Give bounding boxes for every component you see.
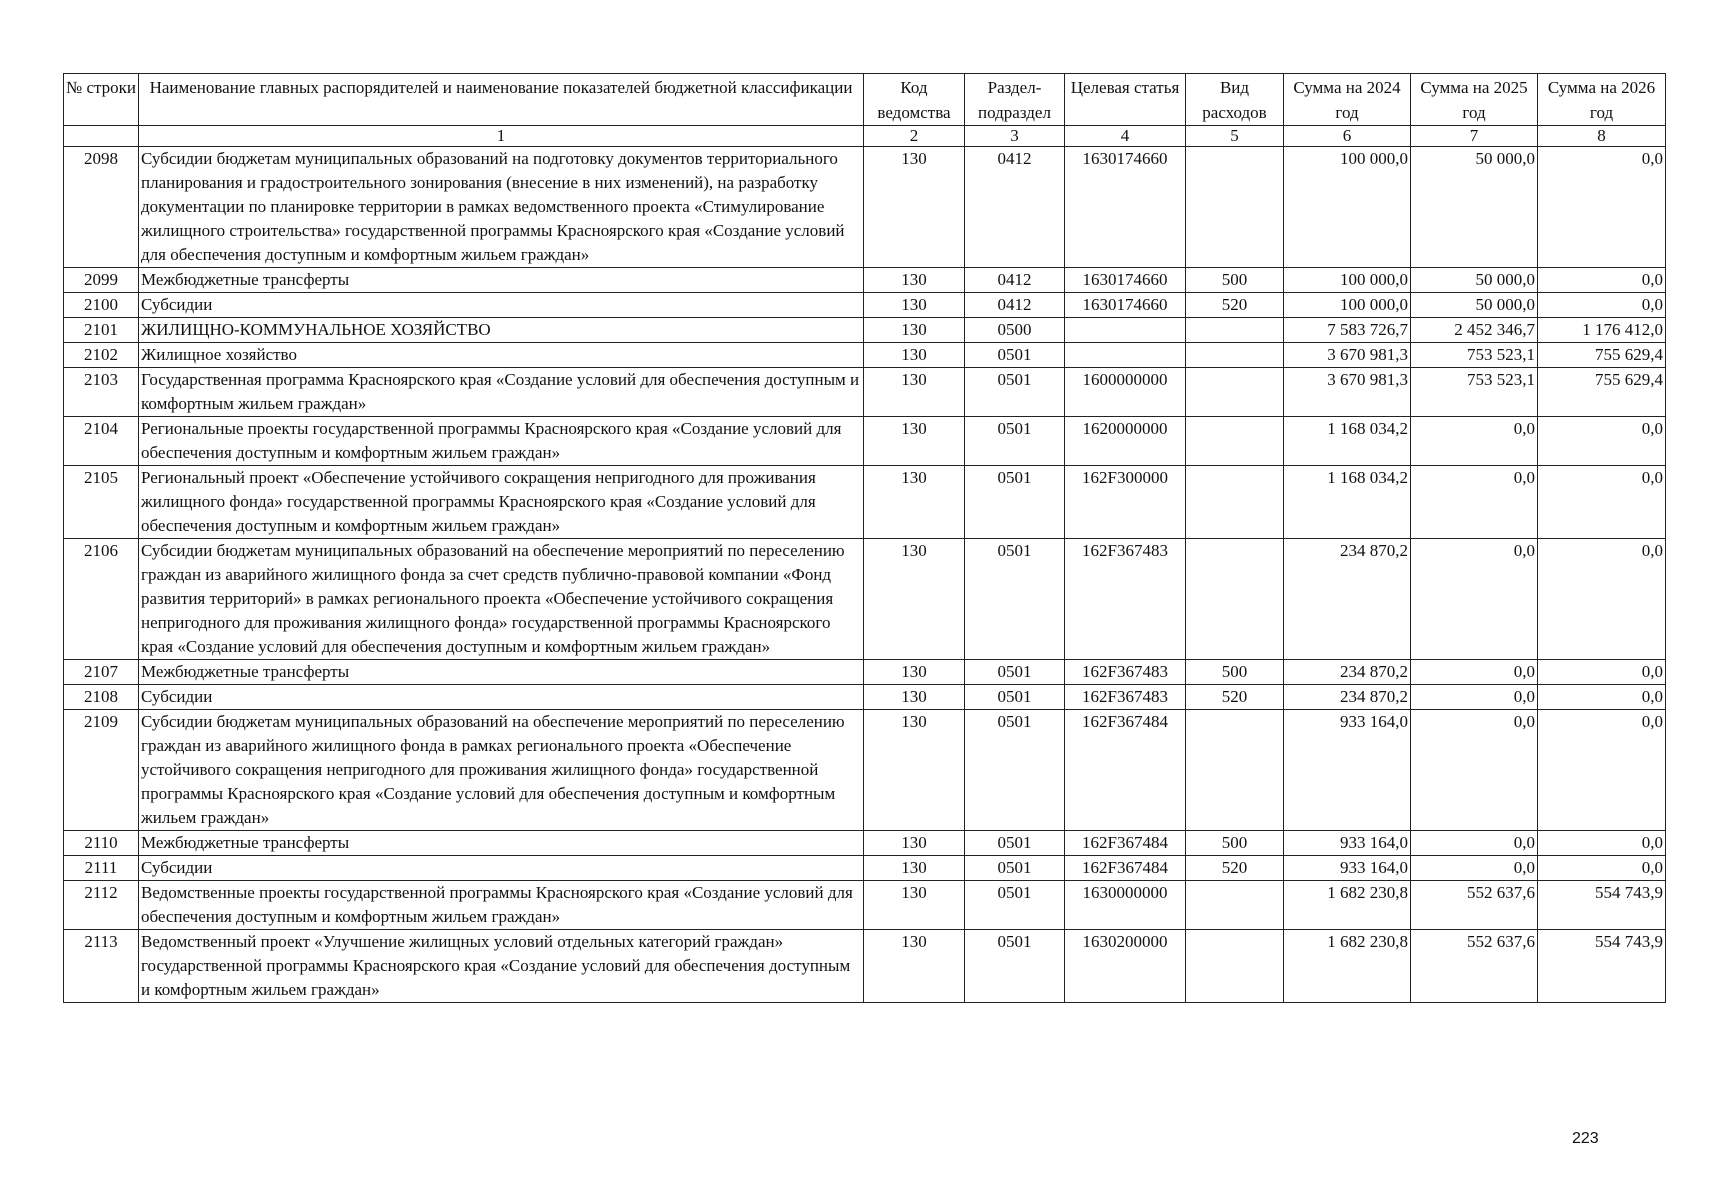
amount-2026: 0,0 [1538, 147, 1666, 268]
amount-2026: 0,0 [1538, 268, 1666, 293]
expense-type [1186, 881, 1284, 930]
amount-2025: 0,0 [1411, 710, 1538, 831]
table-row [64, 685, 1666, 710]
expense-type [1186, 539, 1284, 660]
column-number: 6 [1284, 126, 1411, 147]
department-code: 130 [864, 417, 965, 466]
target-article: 162F367483 [1065, 685, 1186, 710]
amount-2024: 100 000,0 [1284, 147, 1411, 268]
amount-2024: 234 870,2 [1284, 660, 1411, 685]
row-number: 2102 [64, 343, 139, 368]
column-number: 8 [1538, 126, 1666, 147]
section-code: 0501 [965, 466, 1065, 539]
row-number: 2110 [64, 831, 139, 856]
target-article [1065, 318, 1186, 343]
amount-2026: 0,0 [1538, 293, 1666, 318]
amount-2024: 3 670 981,3 [1284, 343, 1411, 368]
section-code: 0501 [965, 930, 1065, 1003]
amount-2026: 0,0 [1538, 831, 1666, 856]
header-cell: Вид расходов [1186, 74, 1284, 126]
row-number: 2109 [64, 710, 139, 831]
department-code: 130 [864, 930, 965, 1003]
column-number [64, 126, 139, 147]
amount-2025: 0,0 [1411, 685, 1538, 710]
table-row [64, 368, 1666, 417]
amount-2026: 755 629,4 [1538, 368, 1666, 417]
department-code: 130 [864, 539, 965, 660]
amount-2025: 552 637,6 [1411, 930, 1538, 1003]
column-number: 1 [139, 126, 864, 147]
target-article: 1630174660 [1065, 147, 1186, 268]
row-number: 2099 [64, 268, 139, 293]
amount-2025: 2 452 346,7 [1411, 318, 1538, 343]
section-code: 0501 [965, 710, 1065, 831]
target-article: 162F367483 [1065, 539, 1186, 660]
department-code: 130 [864, 881, 965, 930]
expense-type [1186, 368, 1284, 417]
table-row [64, 268, 1666, 293]
row-name: Субсидии [139, 293, 864, 318]
expense-type: 520 [1186, 293, 1284, 318]
table-row [64, 660, 1666, 685]
amount-2026: 0,0 [1538, 685, 1666, 710]
expense-type: 520 [1186, 685, 1284, 710]
amount-2025: 50 000,0 [1411, 268, 1538, 293]
section-code: 0501 [965, 539, 1065, 660]
department-code: 130 [864, 318, 965, 343]
amount-2025: 753 523,1 [1411, 343, 1538, 368]
row-number: 2098 [64, 147, 139, 268]
table-row [64, 293, 1666, 318]
row-name: Субсидии бюджетам муниципальных образований на обеспечение мероприятий по переселению граждан из аварийного жилищного фонда за счет средств публично-правовой компании «Фонд развития территорий» в рамках регионального проекта «Обеспечение устойчивого сокращения непригодного для проживания жилищного фонда» государственной программы Красноярского края «Создание условий для обеспечения доступным и комфортным жильем граждан» [139, 539, 864, 660]
row-name: Субсидии бюджетам муниципальных образований на подготовку документов территориального планирования и градостроительного зонирования (внесение в них изменений), на разработку документации по планировке территории в рамках ведомственного проекта «Стимулирование жилищного строительства» государственной программы Красноярского края «Создание условий для обеспечения доступным и комфортным жильем граждан» [139, 147, 864, 268]
amount-2025: 0,0 [1411, 660, 1538, 685]
row-number: 2105 [64, 466, 139, 539]
expense-type [1186, 710, 1284, 831]
amount-2024: 234 870,2 [1284, 685, 1411, 710]
department-code: 130 [864, 368, 965, 417]
row-name: Государственная программа Красноярского края «Создание условий для обеспечения доступным и комфортным жильем граждан» [139, 368, 864, 417]
row-name: Субсидии [139, 856, 864, 881]
amount-2025: 50 000,0 [1411, 147, 1538, 268]
column-number: 4 [1065, 126, 1186, 147]
section-code: 0501 [965, 831, 1065, 856]
table-row [64, 343, 1666, 368]
expense-type [1186, 147, 1284, 268]
row-name: Межбюджетные трансферты [139, 660, 864, 685]
target-article: 162F367484 [1065, 831, 1186, 856]
row-name: Региональные проекты государственной программы Красноярского края «Создание условий для обеспечения доступным и комфортным жильем граждан» [139, 417, 864, 466]
row-number: 2108 [64, 685, 139, 710]
target-article: 162F367484 [1065, 856, 1186, 881]
amount-2024: 1 168 034,2 [1284, 466, 1411, 539]
amount-2025: 0,0 [1411, 831, 1538, 856]
row-number: 2101 [64, 318, 139, 343]
department-code: 130 [864, 710, 965, 831]
target-article: 1630174660 [1065, 268, 1186, 293]
target-article [1065, 343, 1186, 368]
header-cell: Сумма на 2024 год [1284, 74, 1411, 126]
page-number: 223 [1572, 1130, 1599, 1147]
table-row [64, 147, 1666, 268]
amount-2025: 0,0 [1411, 417, 1538, 466]
column-number: 2 [864, 126, 965, 147]
amount-2024: 7 583 726,7 [1284, 318, 1411, 343]
header-cell: Целевая статья [1065, 74, 1186, 126]
header-row [64, 74, 1666, 126]
amount-2026: 0,0 [1538, 417, 1666, 466]
amount-2025: 552 637,6 [1411, 881, 1538, 930]
expense-type [1186, 930, 1284, 1003]
department-code: 130 [864, 293, 965, 318]
row-name: Жилищное хозяйство [139, 343, 864, 368]
amount-2026: 1 176 412,0 [1538, 318, 1666, 343]
amount-2025: 0,0 [1411, 466, 1538, 539]
amount-2024: 100 000,0 [1284, 293, 1411, 318]
row-name: Межбюджетные трансферты [139, 831, 864, 856]
section-code: 0501 [965, 660, 1065, 685]
row-name: ЖИЛИЩНО-КОММУНАЛЬНОЕ ХОЗЯЙСТВО [139, 318, 864, 343]
amount-2026: 0,0 [1538, 466, 1666, 539]
table-body [64, 147, 1666, 1003]
row-number: 2107 [64, 660, 139, 685]
table-row [64, 831, 1666, 856]
amount-2026: 0,0 [1538, 660, 1666, 685]
table-row [64, 539, 1666, 660]
amount-2024: 1 682 230,8 [1284, 930, 1411, 1003]
row-name: Межбюджетные трансферты [139, 268, 864, 293]
target-article: 1630200000 [1065, 930, 1186, 1003]
expense-type: 520 [1186, 856, 1284, 881]
row-name: Ведомственные проекты государственной программы Красноярского края «Создание условий для обеспечения доступным и комфортным жильем граждан» [139, 881, 864, 930]
row-number: 2111 [64, 856, 139, 881]
header-cell: Код ведомства [864, 74, 965, 126]
target-article: 1630000000 [1065, 881, 1186, 930]
department-code: 130 [864, 831, 965, 856]
amount-2026: 755 629,4 [1538, 343, 1666, 368]
column-number: 3 [965, 126, 1065, 147]
amount-2025: 753 523,1 [1411, 368, 1538, 417]
budget-table [63, 73, 1666, 1003]
row-name: Региональный проект «Обеспечение устойчивого сокращения непригодного для проживания жилищного фонда» государственной программы Красноярского края «Создание условий для обеспечения доступным и комфортным жильем граждан» [139, 466, 864, 539]
department-code: 130 [864, 343, 965, 368]
target-article: 162F367484 [1065, 710, 1186, 831]
header-cell: Сумма на 2025 год [1411, 74, 1538, 126]
column-number-row [64, 126, 1666, 147]
target-article: 1620000000 [1065, 417, 1186, 466]
expense-type: 500 [1186, 268, 1284, 293]
table-row [64, 318, 1666, 343]
section-code: 0500 [965, 318, 1065, 343]
row-number: 2112 [64, 881, 139, 930]
target-article: 1630174660 [1065, 293, 1186, 318]
expense-type [1186, 417, 1284, 466]
target-article: 162F367483 [1065, 660, 1186, 685]
column-number: 7 [1411, 126, 1538, 147]
amount-2025: 0,0 [1411, 539, 1538, 660]
department-code: 130 [864, 268, 965, 293]
expense-type [1186, 318, 1284, 343]
amount-2025: 50 000,0 [1411, 293, 1538, 318]
amount-2026: 0,0 [1538, 710, 1666, 831]
expense-type: 500 [1186, 831, 1284, 856]
amount-2026: 0,0 [1538, 856, 1666, 881]
table-row [64, 930, 1666, 1003]
expense-type [1186, 466, 1284, 539]
section-code: 0501 [965, 685, 1065, 710]
amount-2024: 3 670 981,3 [1284, 368, 1411, 417]
amount-2024: 1 682 230,8 [1284, 881, 1411, 930]
amount-2024: 933 164,0 [1284, 710, 1411, 831]
row-name: Ведомственный проект «Улучшение жилищных условий отдельных категорий граждан» государственной программы Красноярского края «Создание условий для обеспечения доступным и комфортным жильем граждан» [139, 930, 864, 1003]
section-code: 0501 [965, 417, 1065, 466]
amount-2026: 554 743,9 [1538, 881, 1666, 930]
section-code: 0501 [965, 343, 1065, 368]
department-code: 130 [864, 660, 965, 685]
table-row [64, 881, 1666, 930]
amount-2024: 1 168 034,2 [1284, 417, 1411, 466]
row-number: 2106 [64, 539, 139, 660]
department-code: 130 [864, 856, 965, 881]
header-cell: Раздел-подраздел [965, 74, 1065, 126]
table-row [64, 466, 1666, 539]
department-code: 130 [864, 147, 965, 268]
row-number: 2100 [64, 293, 139, 318]
row-number: 2104 [64, 417, 139, 466]
department-code: 130 [864, 466, 965, 539]
amount-2025: 0,0 [1411, 856, 1538, 881]
row-name: Субсидии бюджетам муниципальных образований на обеспечение мероприятий по переселению граждан из аварийного жилищного фонда в рамках регионального проекта «Обеспечение устойчивого сокращения непригодного для проживания жилищного фонда» государственной программы Красноярского края «Создание условий для обеспечения доступным и комфортным жильем граждан» [139, 710, 864, 831]
column-number: 5 [1186, 126, 1284, 147]
section-code: 0501 [965, 856, 1065, 881]
row-number: 2113 [64, 930, 139, 1003]
amount-2024: 933 164,0 [1284, 831, 1411, 856]
header-cell: Наименование главных распорядителей и наименование показателей бюджетной классификации [139, 74, 864, 126]
section-code: 0501 [965, 881, 1065, 930]
expense-type [1186, 343, 1284, 368]
section-code: 0412 [965, 293, 1065, 318]
header-cell: № строки [64, 74, 139, 126]
table-row [64, 417, 1666, 466]
amount-2024: 100 000,0 [1284, 268, 1411, 293]
section-code: 0501 [965, 368, 1065, 417]
target-article: 162F300000 [1065, 466, 1186, 539]
amount-2024: 933 164,0 [1284, 856, 1411, 881]
header-cell: Сумма на 2026 год [1538, 74, 1666, 126]
row-name: Субсидии [139, 685, 864, 710]
department-code: 130 [864, 685, 965, 710]
amount-2026: 0,0 [1538, 539, 1666, 660]
table-row [64, 710, 1666, 831]
section-code: 0412 [965, 147, 1065, 268]
row-number: 2103 [64, 368, 139, 417]
target-article: 1600000000 [1065, 368, 1186, 417]
amount-2026: 554 743,9 [1538, 930, 1666, 1003]
amount-2024: 234 870,2 [1284, 539, 1411, 660]
expense-type: 500 [1186, 660, 1284, 685]
section-code: 0412 [965, 268, 1065, 293]
table-row [64, 856, 1666, 881]
